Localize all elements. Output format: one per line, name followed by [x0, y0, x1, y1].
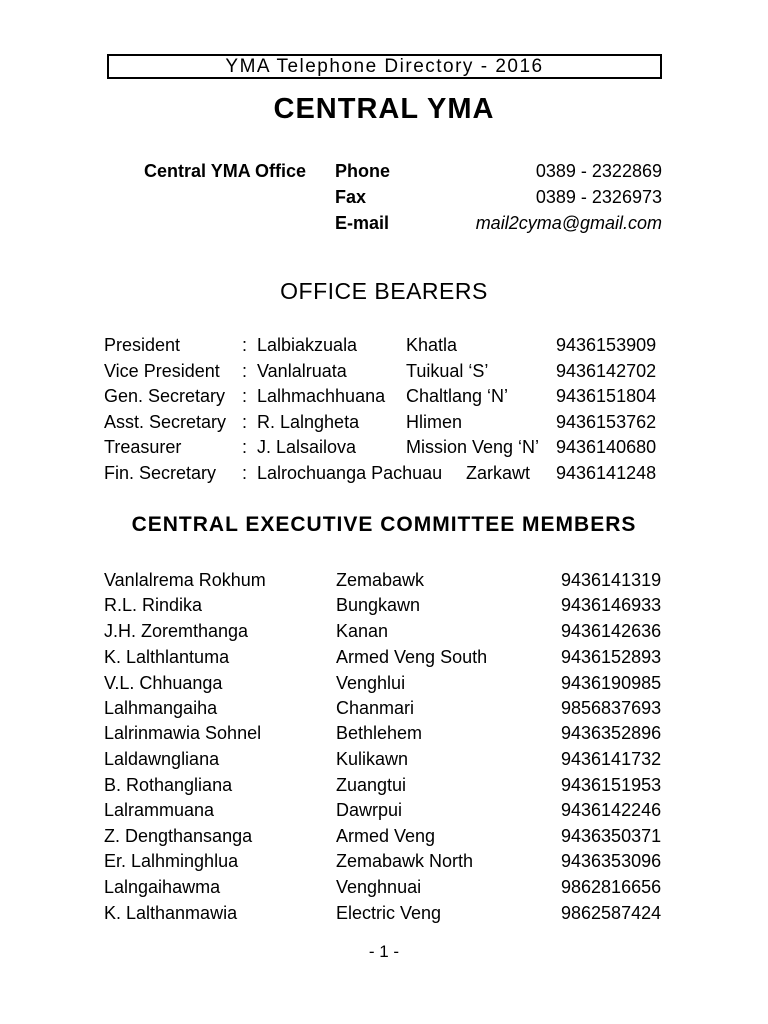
locality: Zarkawt [466, 463, 531, 483]
role: Treasurer [104, 437, 182, 457]
page-title: CENTRAL YMA [273, 93, 495, 125]
office-label: Central YMA Office [144, 161, 307, 181]
phone-number: 9436142702 [556, 361, 657, 381]
fax-value: 0389 - 2326973 [535, 187, 662, 207]
office-bearers-heading: OFFICE BEARERS [280, 278, 488, 304]
committee-heading: CENTRAL EXECUTIVE COMMITTEE MEMBERS [131, 513, 637, 536]
phone-number: 9436146933 [561, 595, 662, 615]
locality: Bungkawn [336, 595, 421, 615]
locality: Kulikawn [336, 749, 409, 769]
locality: Zemabawk [336, 570, 425, 590]
locality: Zemabawk North [336, 851, 474, 871]
separator: : [242, 386, 248, 406]
person-name: Vanlalrema Rokhum [104, 570, 266, 590]
person-name: V.L. Chhuanga [104, 673, 223, 693]
role: Asst. Secretary [104, 412, 227, 432]
locality: Dawrpui [336, 800, 403, 820]
separator: : [242, 361, 248, 381]
phone-label: Phone [335, 161, 391, 181]
person-name: K. Lalthlantuma [104, 647, 230, 667]
locality: Kanan [336, 621, 389, 641]
person-name: Lalrammuana [104, 800, 215, 820]
phone-number: 9436350371 [561, 826, 662, 846]
role: Vice President [104, 361, 220, 381]
phone-number: 9436153909 [556, 335, 657, 355]
locality: Zuangtui [336, 775, 407, 795]
phone-number: 9436353096 [561, 851, 662, 871]
person-name: Lalhmangaiha [104, 698, 218, 718]
locality: Tuikual ‘S’ [406, 361, 489, 381]
phone-number: 9862816656 [561, 877, 662, 897]
phone-number: 9436151804 [556, 386, 657, 406]
locality: Armed Veng [336, 826, 436, 846]
phone-number: 9856837693 [561, 698, 662, 718]
email-label: E-mail [335, 213, 390, 233]
fax-label: Fax [335, 187, 367, 207]
person-name: Lalbiakzuala [257, 335, 358, 355]
role: Fin. Secretary [104, 463, 217, 483]
phone-value: 0389 - 2322869 [535, 161, 662, 181]
phone-number: 9436141248 [556, 463, 657, 483]
person-name: Z. Dengthansanga [104, 826, 253, 846]
locality: Chaltlang ‘N’ [406, 386, 509, 406]
phone-number: 9436152893 [561, 647, 662, 667]
locality: Chanmari [336, 698, 415, 718]
phone-number: 9436141319 [561, 570, 662, 590]
locality: Armed Veng South [336, 647, 488, 667]
role: Gen. Secretary [104, 386, 226, 406]
locality: Hlimen [406, 412, 463, 432]
locality: Venghnuai [336, 877, 422, 897]
phone-number: 9436151953 [561, 775, 662, 795]
phone-number: 9436142246 [561, 800, 662, 820]
separator: : [242, 335, 248, 355]
person-name: B. Rothangliana [104, 775, 233, 795]
person-name: Vanlalruata [257, 361, 347, 381]
person-name: Laldawngliana [104, 749, 220, 769]
separator: : [242, 437, 248, 457]
person-name: J. Lalsailova [257, 437, 357, 457]
phone-number: 9436153762 [556, 412, 657, 432]
phone-number: 9436142636 [561, 621, 662, 641]
role: President [104, 335, 181, 355]
person-name: J.H. Zoremthanga [104, 621, 249, 641]
directory-header-text: YMA Telephone Directory - 2016 [225, 56, 544, 77]
locality: Mission Veng ‘N’ [406, 437, 540, 457]
locality: Venghlui [336, 673, 406, 693]
separator: : [242, 463, 248, 483]
person-name: Lalrinmawia Sohnel [104, 723, 262, 743]
person-name: K. Lalthanmawia [104, 903, 238, 923]
phone-number: 9862587424 [561, 903, 662, 923]
page-number: - 1 - [368, 942, 400, 961]
person-name: Lalrochuanga Pachuau [257, 463, 443, 483]
phone-number: 9436140680 [556, 437, 657, 457]
locality: Electric Veng [336, 903, 442, 923]
phone-number: 9436141732 [561, 749, 662, 769]
person-name: Er. Lalhminghlua [104, 851, 239, 871]
phone-number: 9436190985 [561, 673, 662, 693]
person-name: R.L. Rindika [104, 595, 203, 615]
person-name: Lalhmachhuana [257, 386, 386, 406]
phone-number: 9436352896 [561, 723, 662, 743]
locality: Bethlehem [336, 723, 423, 743]
person-name: R. Lalngheta [257, 412, 360, 432]
locality: Khatla [406, 335, 458, 355]
person-name: Lalngaihawma [104, 877, 221, 897]
separator: : [242, 412, 248, 432]
directory-header-box [107, 54, 662, 79]
email-value: mail2cyma@gmail.com [475, 213, 662, 233]
